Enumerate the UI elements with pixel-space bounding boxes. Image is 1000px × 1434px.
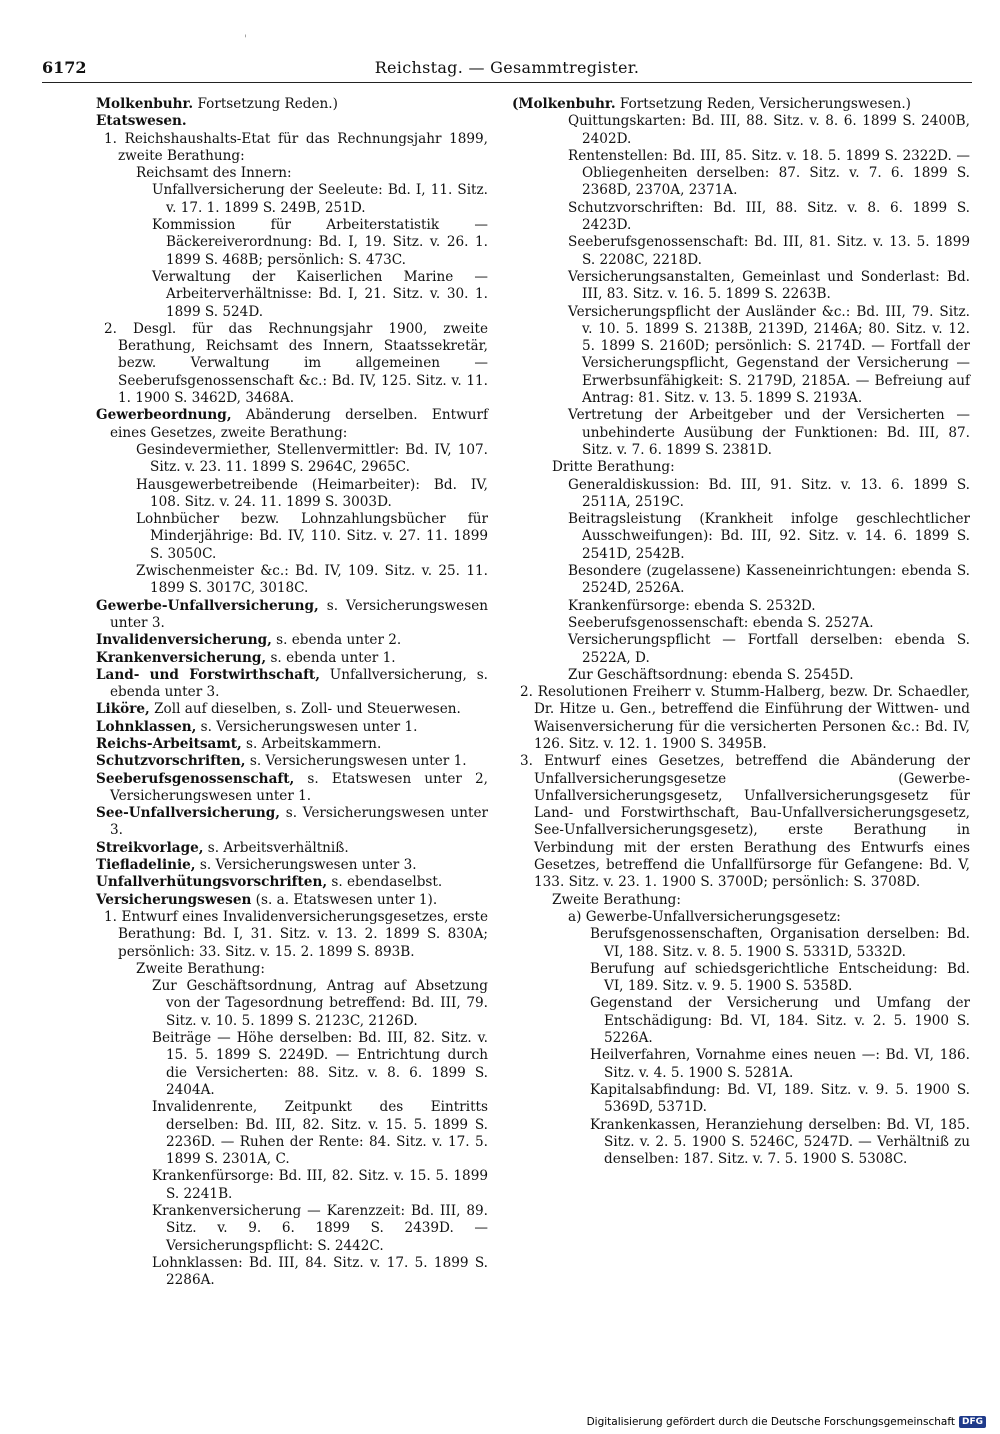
index-entry: [96, 217, 488, 269]
index-entry: [96, 978, 488, 1030]
index-entry: [512, 909, 970, 926]
entry-text: Zur Geschäftsordnung: ebenda S. 2545D.: [568, 666, 854, 683]
entry-text: Dritte Berathung:: [552, 459, 675, 476]
entry-keyword: Schutzvorschriften,: [96, 753, 246, 770]
index-entry: [512, 926, 970, 961]
entry-text: 2. Resolutionen Freiherr v. Stumm-Halberg, bezw. Dr. Schaedler, Dr. Hitze u. Gen., betreffend die Einführung der Wittwen- und Waisenversicherung für die versicherten Personen &c.: Bd. IV, 126. Sitz. v. 12. 1. 1900 S. 3495B.: [520, 684, 970, 752]
index-entry: [96, 805, 488, 840]
entry-text: s. Etatswesen unter 2, Versicherungswesen unter 1.: [110, 770, 488, 804]
entry-keyword: Seeberufsgenossenschaft,: [96, 770, 295, 787]
entry-text: s. Versicherungswesen unter 1.: [245, 753, 467, 770]
entry-text: Krankenfürsorge: Bd. III, 82. Sitz. v. 15. 5. 1899 S. 2241B.: [152, 1168, 488, 1202]
entry-text: Generaldiskussion: Bd. III, 91. Sitz. v. 13. 6. 1899 S. 2511A, 2519C.: [568, 476, 970, 510]
entry-text: Seeberufsgenossenschaft: ebenda S. 2527A.: [568, 614, 874, 631]
header-rule: [42, 82, 972, 83]
index-entry: [512, 563, 970, 598]
index-entry: [512, 477, 970, 512]
index-entry: [512, 200, 970, 235]
index-entry: [96, 1168, 488, 1203]
index-entry: [96, 840, 488, 857]
index-entry: [96, 563, 488, 598]
entry-keyword: See-Unfallversicherung,: [96, 805, 280, 822]
entry-keyword: (Molkenbuhr.: [512, 96, 616, 112]
entry-keyword: Etatswesen.: [96, 113, 187, 130]
entry-keyword: Gewerbeordnung,: [96, 407, 232, 424]
index-entry: [512, 148, 970, 200]
entry-text: Rentenstellen: Bd. III, 85. Sitz. v. 18. 5. 1899 S. 2322D. — Obliegenheiten derselben: 87. Sitz. v. 7. 6. 1899 S. 2368D, 2370A, 2371A.: [568, 147, 970, 199]
entry-text: Krankenkassen, Heranziehung derselben: Bd. VI, 185. Sitz. v. 2. 5. 1900 S. 5246C, 5247D. — Verhältniß zu denselben: 187. Sitz. v. 7. 5. 1900 S. 5308C.: [590, 1116, 970, 1168]
index-entry: [512, 632, 970, 667]
entry-text: Lohnklassen: Bd. III, 84. Sitz. v. 17. 5. 1899 S. 2286A.: [152, 1254, 488, 1289]
entry-keyword: Streikvorlage,: [96, 839, 204, 856]
index-entry: [512, 684, 970, 753]
index-entry: [96, 511, 488, 563]
index-entry: [96, 909, 488, 961]
entry-text: s. Versicherungswesen unter 1.: [196, 718, 418, 735]
left-column: [96, 96, 488, 1289]
entry-text: 3. Entwurf eines Gesetzes, betreffend die Abänderung der Unfallversicherungsgesetze (Gewerbe-Unfallversicherungsgesetz, Unfallversicherungsgesetz für Land- und Forstwirthschaft, Bau-Unfallversicherungsgesetz, See-Unfallversicherungsgesetz), erste Berathung in Verbindung mit der ersten Berathung des Entwurfs eines Gesetzes, betreffend die Unfallfürsorge für Gefangene: Bd. V, 133. Sitz. v. 23. 1. 1900 S. 3700D; persönlich: S. 3708D.: [520, 753, 970, 891]
index-entry: [96, 771, 488, 806]
entry-text: Verwaltung der Kaiserlichen Marine — Arbeiterverhältnisse: Bd. I, 21. Sitz. v. 30. 1. 1899 S. 524D.: [152, 268, 488, 320]
entry-text: Beiträge — Höhe derselben: Bd. III, 82. Sitz. v. 15. 5. 1899 S. 2249D. — Entrichtung durch die Versicherten: 88. Sitz. v. 8. 6. 1899 S. 2404A.: [152, 1030, 488, 1098]
index-entry: [96, 113, 488, 130]
index-entry: [512, 269, 970, 304]
index-entry: [512, 304, 970, 408]
entry-text: Beitragsleistung (Krankheit infolge geschlechtlicher Ausschweifungen): Bd. III, 92. Sitz. v. 14. 6. 1899 S. 2541D, 2542B.: [568, 511, 970, 562]
index-entry: [96, 874, 488, 891]
index-entry: [96, 736, 488, 753]
index-entry: [512, 113, 970, 148]
entry-text: Abänderung derselben. Entwurf eines Gesetzes, zweite Berathung:: [110, 407, 488, 441]
index-entry: [512, 1082, 970, 1117]
index-entry: [96, 701, 488, 718]
entry-keyword: Invalidenversicherung,: [96, 632, 272, 649]
index-entry: [512, 961, 970, 996]
index-entry: [96, 442, 488, 477]
entry-text: Krankenversicherung — Karenzzeit: Bd. III, 89. Sitz. v. 9. 6. 1899 S. 2439D. — Versicherungspflicht: S. 2442C.: [152, 1203, 488, 1254]
index-entry: [96, 131, 488, 166]
entry-keyword: Liköre,: [96, 701, 150, 718]
entry-text: Zweite Berathung:: [552, 891, 681, 908]
entry-keyword: Gewerbe-Unfallversicherung,: [96, 597, 319, 614]
entry-keyword: Land- und Forstwirthschaft,: [96, 666, 320, 683]
entry-text: Fortsetzung Reden, Versicherungswesen.): [615, 96, 911, 112]
entry-keyword: Lohnklassen,: [96, 718, 197, 735]
entry-text: Zur Geschäftsordnung, Antrag auf Absetzung von der Tagesordnung betreffend: Bd. III, 79. Sitz. v. 10. 5. 1899 S. 2123C, 2126D.: [152, 978, 488, 1029]
dfg-logo: DFG: [959, 1416, 986, 1428]
entry-text: Zweite Berathung:: [136, 960, 265, 977]
entry-text: s. ebenda unter 2.: [271, 632, 402, 649]
entry-text: s. ebenda unter 1.: [266, 649, 396, 666]
index-entry: [512, 995, 970, 1047]
index-entry: [96, 1255, 488, 1290]
entry-text: Zoll auf dieselben, s. Zoll- und Steuerwesen.: [149, 701, 461, 718]
index-entry: [512, 753, 970, 891]
entry-text: s. Arbeitskammern.: [241, 735, 382, 752]
index-entry: [512, 598, 970, 615]
entry-text: Hausgewerbetreibende (Heimarbeiter): Bd. IV, 108. Sitz. v. 24. 11. 1899 S. 3003D.: [136, 476, 488, 510]
entry-keyword: Tiefladelinie,: [96, 857, 196, 874]
index-entry: [96, 165, 488, 182]
entry-text: Schutzvorschriften: Bd. III, 88. Sitz. v. 8. 6. 1899 S. 2423D.: [568, 199, 970, 234]
index-entry: [96, 477, 488, 512]
entry-text: (s. a. Etatswesen unter 1).: [251, 891, 438, 908]
footer-text: Digitalisierung gefördert durch die Deutsche Forschungsgemeinschaft: [586, 1416, 955, 1428]
page-header: [42, 58, 972, 80]
index-entry: [96, 857, 488, 874]
right-column: [512, 96, 970, 1168]
index-entry: [512, 892, 970, 909]
entry-text: Quittungskarten: Bd. III, 88. Sitz. v. 8. 6. 1899 S. 2400B, 2402D.: [568, 113, 970, 147]
index-entry: [96, 719, 488, 736]
entry-text: 1. Reichshaushalts-Etat für das Rechnungsjahr 1899, zweite Berathung:: [104, 130, 488, 164]
entry-text: Berufsgenossenschaften, Organisation derselben: Bd. VI, 188. Sitz. v. 8. 5. 1900 S. 5331D, 5332D.: [590, 926, 970, 960]
index-entry: [96, 753, 488, 770]
index-entry: [96, 598, 488, 633]
index-entry: [96, 321, 488, 407]
index-entry: [96, 1203, 488, 1255]
entry-text: Kommission für Arbeiterstatistik — Bäckereiverordnung: Bd. I, 19. Sitz. v. 26. 1. 1899 S. 468B; persönlich: S. 473C.: [152, 217, 488, 268]
entry-text: Versicherungspflicht der Ausländer &c.: Bd. III, 79. Sitz. v. 10. 5. 1899 S. 2138B, 2139D, 2146A; 80. Sitz. v. 12. 5. 1899 S. 2160D; persönlich: S. 2174D. — Fortfall der Versicherungspflicht, Gegenstand der Versicherung — Erwerbsunfähigkeit: S. 2179D, 2185A. — Befreiung auf Antrag: 81. Sitz. v. 13. 5. 1899 S. 2193A.: [568, 303, 970, 407]
entry-text: 1. Entwurf eines Invalidenversicherungsgesetzes, erste Berathung: Bd. I, 31. Sitz. v. 13. 2. 1899 S. 830A; persönlich: 33. Sitz. v. 15. 2. 1899 S. 893B.: [104, 908, 488, 960]
index-entry: [96, 1030, 488, 1099]
page-number: 6172: [42, 58, 87, 77]
entry-text: Besondere (zugelassene) Kasseneinrichtungen: ebenda S. 2524D, 2526A.: [568, 563, 970, 597]
index-entry: [96, 96, 488, 113]
entry-text: Gesindevermiether, Stellenvermittler: Bd. IV, 107. Sitz. v. 23. 11. 1899 S. 2964C, 2965C.: [136, 441, 488, 476]
entry-text: Krankenfürsorge: ebenda S. 2532D.: [568, 597, 816, 614]
entry-text: Gegenstand der Versicherung und Umfang der Entschädigung: Bd. VI, 184. Sitz. v. 2. 5. 1900 S. 5226A.: [590, 995, 970, 1047]
index-entry: [96, 961, 488, 978]
index-entry: [512, 1117, 970, 1169]
entry-text: s. Arbeitsverhältniß.: [203, 839, 349, 856]
entry-text: s. ebendaselbst.: [327, 874, 443, 891]
entry-text: Lohnbücher bezw. Lohnzahlungsbücher für Minderjährige: Bd. IV, 110. Sitz. v. 27. 11. 1899 S. 3050C.: [136, 511, 488, 562]
index-entry: [96, 632, 488, 649]
entry-text: Zwischenmeister &c.: Bd. IV, 109. Sitz. v. 25. 11. 1899 S. 3017C, 3018C.: [136, 563, 488, 597]
entry-text: Seeberufsgenossenschaft: Bd. III, 81. Sitz. v. 13. 5. 1899 S. 2208C, 2218D.: [568, 234, 970, 268]
entry-keyword: Krankenversicherung,: [96, 649, 267, 666]
index-entry: [96, 892, 488, 909]
index-entry: [96, 407, 488, 442]
index-entry: [96, 667, 488, 702]
entry-text: Versicherungsanstalten, Gemeinlast und Sonderlast: Bd. III, 83. Sitz. v. 16. 5. 1899 S. 2263B.: [568, 268, 970, 303]
entry-text: s. Versicherungswesen unter 3.: [110, 805, 488, 839]
entry-text: Vertretung der Arbeitgeber und der Versicherten — unbehinderte Ausübung der Funktionen: Bd. III, 87. Sitz. v. 7. 6. 1899 S. 2381D.: [568, 407, 970, 458]
index-entry: [512, 615, 970, 632]
entry-text: Unfallversicherung der Seeleute: Bd. I, 11. Sitz. v. 17. 1. 1899 S. 249B, 251D.: [152, 182, 488, 216]
index-entry: [512, 459, 970, 476]
index-entry: [96, 182, 488, 217]
index-entry: [512, 96, 970, 113]
entry-text: Reichsamt des Innern:: [136, 165, 292, 182]
index-entry: [512, 667, 970, 684]
entry-text: Invalidenrente, Zeitpunkt des Eintritts derselben: Bd. III, 82. Sitz. v. 15. 5. 1899 S. 2236D. — Ruhen der Rente: 84. Sitz. v. 17. 5. 1899 S. 2301A, C.: [152, 1099, 488, 1168]
margin-mark: ': [244, 34, 247, 45]
entry-keyword: Versicherungswesen: [96, 891, 252, 908]
entry-text: Heilverfahren, Vornahme eines neuen —: Bd. VI, 186. Sitz. v. 4. 5. 1900 S. 5281A.: [590, 1047, 970, 1081]
entry-text: Versicherungspflicht — Fortfall derselben: ebenda S. 2522A, D.: [568, 632, 970, 666]
entry-keyword: Reichs-Arbeitsamt,: [96, 735, 242, 752]
entry-text: Unfallversicherung, s. ebenda unter 3.: [110, 666, 488, 701]
entry-text: Fortsetzung Reden.): [193, 96, 338, 112]
index-entry: [96, 650, 488, 667]
footer-credit: [587, 1416, 986, 1428]
entry-text: s. Versicherungswesen unter 3.: [195, 857, 417, 874]
running-title: Reichstag. — Gesammtregister.: [374, 58, 640, 77]
index-entry: [512, 1047, 970, 1082]
entry-text: 2. Desgl. für das Rechnungsjahr 1900, zweite Berathung, Reichsamt des Innern, Staatssekretär, bezw. Verwaltung im allgemeinen — Seeberufsgenossenschaft &c.: Bd. IV, 125. Sitz. v. 11. 1. 1900 S. 3462D, 3468A.: [104, 320, 488, 407]
index-entry: [512, 234, 970, 269]
entry-text: Berufung auf schiedsgerichtliche Entscheidung: Bd. VI, 189. Sitz. v. 9. 5. 1900 S. 5358D.: [590, 960, 970, 995]
entry-text: a) Gewerbe-Unfallversicherungsgesetz:: [568, 908, 841, 925]
entry-text: Kapitalsabfindung: Bd. VI, 189. Sitz. v. 9. 5. 1900 S. 5369D, 5371D.: [590, 1081, 970, 1116]
entry-text: s. Versicherungswesen unter 3.: [110, 597, 488, 631]
entry-keyword: Unfallverhütungsvorschriften,: [96, 874, 328, 891]
index-entry: [96, 1099, 488, 1168]
index-entry: [512, 407, 970, 459]
index-entry: [512, 511, 970, 563]
index-entry: [96, 269, 488, 321]
entry-keyword: Molkenbuhr.: [96, 96, 194, 112]
